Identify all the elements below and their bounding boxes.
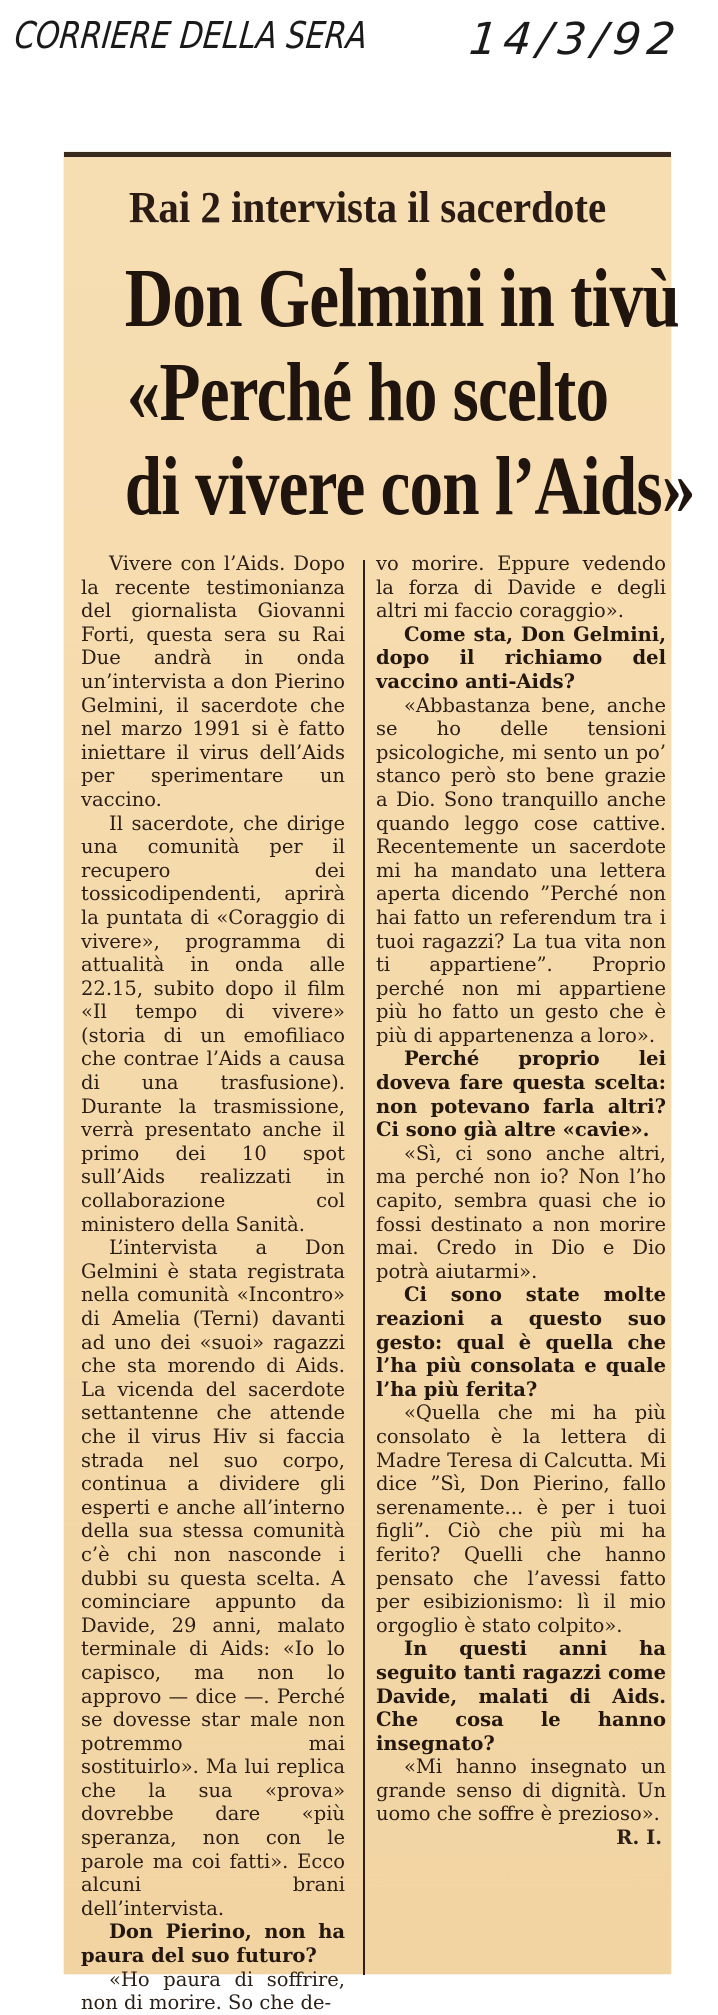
paragraph: «Sì, ci sono anche altri, ma perché non io? Non l’ho capito, sembra quasi che io fossi destinato a non morire mai. Credo in Dio e Dio potrà aiutarmi». [376, 1141, 666, 1283]
headline-line: di vivere con l’Aids» [124, 440, 695, 533]
paragraph: «Mi hanno insegnato un grande senso di dignità. Un uomo che soffre è prezioso». [376, 1755, 666, 1826]
interview-question: In questi anni ha seguito tanti ragazzi come Davide, malati di Aids. Che cosa le hanno insegnato? [376, 1637, 666, 1755]
headline-line: «Perché ho scelto [126, 346, 609, 439]
paragraph: vo morire. Eppure vedendo la forza di Davide e degli altri mi faccio coraggio». [376, 552, 666, 623]
publication-name: CORRIERE DELLA SERA [12, 14, 370, 57]
top-rule [64, 152, 671, 157]
interview-question: Don Pierino, non ha paura del suo futuro? [81, 1920, 345, 1968]
paragraph: «Ho paura di soffrire, non di morire. So che de- [81, 1967, 345, 2015]
headline-line: Don Gelmini in tivù [124, 252, 679, 345]
interview-question: Come sta, Don Gelmini, dopo il richiamo del vaccino anti-Aids? [376, 622, 666, 693]
paragraph: «Abbastanza bene, anche se ho delle tensioni psicologiche, mi sento un po’ stanco però sto bene grazie a Dio. Sono tranquillo anche quando leggo cose cattive. Recentemente un sacerdote mi ha mandato una lettera aperta dicendo ”Perché non hai fatto un referendum tra i tuoi ragazzi? La tua vita non ti appartiene”. Proprio perché non mi appartiene più ho fatto un gesto che è più di appartenenza a loro». [376, 693, 666, 1047]
left-column [81, 552, 345, 2015]
newspaper-clipping [64, 152, 695, 2015]
author-signature: R. I. [616, 1826, 662, 1850]
paragraph: Vivere con l’Aids. Dopo la recente testimonianza del giornalista Giovanni Forti, questa sera su Rai Due andrà in onda un’intervista a don Pierino Gelmini, il sacerdote che nel marzo 1991 si è fatto iniettare il virus dell’Aids per sperimentare un vaccino. [81, 552, 345, 811]
handwritten-annotation [11, 14, 717, 74]
right-column [376, 552, 666, 1850]
paragraph: «Quella che mi ha più consolato è la lettera di Madre Teresa di Calcutta. Mi dice ”Sì, Don Pierino, fallo serenamente... è per i tuoi figli”. Ciò che più mi ha ferito? Quelli che hanno pensato che l’avessi fatto per esibizionismo: lì il mio orgoglio è stato colpito». [376, 1401, 666, 1637]
publication-date: 14/3/92 [466, 14, 684, 65]
kicker: Rai 2 intervista il sacerdote [128, 183, 607, 232]
column-divider [363, 560, 365, 1975]
interview-question: Perché proprio lei doveva fare questa scelta: non potevano farla altri? Ci sono già altre «cavie». [376, 1047, 666, 1142]
paragraph: Il sacerdote, che dirige una comunità per il recupero dei tossicodipendenti, aprirà la puntata di «Coraggio di vivere», programma di attualità in onda alle 22.15, subito dopo il film «Il tempo di vivere» (storia di un emofiliaco che contrae l’Aids a causa di una trasfusione). Durante la trasmissione, verrà presentato anche il primo dei 10 spot sull’Aids realizzati in collaborazione col ministero della Sanità. [81, 811, 345, 1236]
paragraph: L’intervista a Don Gelmini è stata registrata nella comunità «Incontro» di Amelia (Terni) davanti ad uno dei «suoi» ragazzi che sta morendo di Aids. La vicenda del sacerdote settantenne che attende che il virus Hiv si faccia strada nel suo corpo, continua a dividere gli esperti e anche all’interno della sua stessa comunità c’è chi non nasconde i dubbi su questa scelta. A cominciare appunto da Davide, 29 anni, malato terminale di Aids: «Io lo capisco, ma non lo approvo — dice —. Perché se dovesse star male non potremmo mai sostituirlo». Ma lui replica che la sua «prova» dovrebbe dare «più speranza, non con le parole ma coi fatti». Ecco alcuni brani dell’intervista. [81, 1236, 345, 1920]
interview-question: Ci sono state molte reazioni a questo suo gesto: qual è quella che l’ha più consolata e quale l’ha più ferita? [376, 1283, 666, 1401]
headline [124, 252, 695, 534]
